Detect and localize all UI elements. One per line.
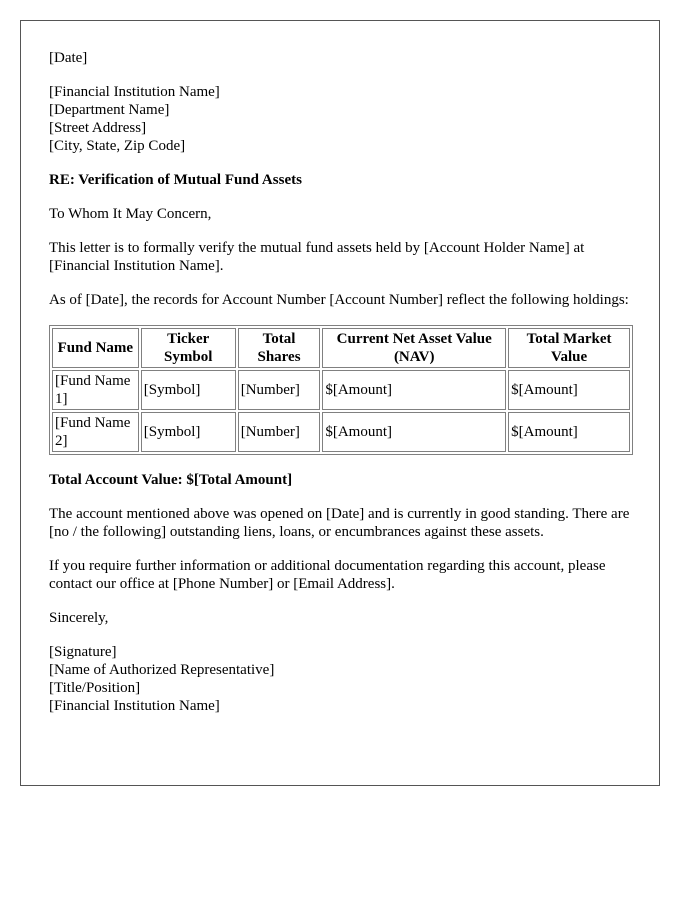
letter-subject: RE: Verification of Mutual Fund Assets [49,172,302,188]
cell-ticker-symbol: [Symbol] [141,412,236,452]
letter-date: [Date] [49,50,88,66]
recipient-street: [Street Address] [49,120,147,136]
cell-ticker-symbol: [Symbol] [141,370,236,410]
recipient-institution: [Financial Institution Name] [49,84,220,100]
standing-paragraph: The account mentioned above was opened on [Date] and is currently in good standing. There are [no / the following] outstanding liens, loans, or encumbrances against these assets. [49,506,630,540]
header-ticker-symbol: Ticker Symbol [141,328,236,368]
letter-salutation: To Whom It May Concern, [49,206,212,222]
header-total-market-value: Total Market Value [508,328,630,368]
holdings-table [49,325,633,455]
letter-page [20,20,660,786]
recipient-city-state-zip: [City, State, Zip Code] [49,138,186,154]
table-header-row [52,328,630,368]
cell-total-market-value: $[Amount] [508,370,630,410]
total-account-value: Total Account Value: $[Total Amount] [49,472,293,488]
records-paragraph: As of [Date], the records for Account Number [Account Number] reflect the following holdings: [49,292,629,308]
intro-paragraph: This letter is to formally verify the mutual fund assets held by [Account Holder Name] at [Financial Institution Name]. [49,240,585,274]
cell-total-shares: [Number] [238,370,321,410]
representative-name: [Name of Authorized Representative] [49,662,275,678]
letter-closing: Sincerely, [49,610,109,626]
cell-nav: $[Amount] [322,412,506,452]
table-row [52,412,630,452]
representative-title: [Title/Position] [49,680,141,696]
cell-total-market-value: $[Amount] [508,412,630,452]
table-row [52,370,630,410]
recipient-address [49,83,631,155]
header-nav: Current Net Asset Value (NAV) [322,328,506,368]
signature-institution: [Financial Institution Name] [49,698,220,714]
recipient-department: [Department Name] [49,102,170,118]
signature-line: [Signature] [49,644,117,660]
header-fund-name: Fund Name [52,328,139,368]
cell-fund-name: [Fund Name 1] [52,370,139,410]
header-total-shares: Total Shares [238,328,321,368]
contact-paragraph: If you require further information or additional documentation regarding this account, please contact our office at [Phone Number] or [Email Address]. [49,558,606,592]
signature-block [49,643,631,715]
cell-total-shares: [Number] [238,412,321,452]
cell-fund-name: [Fund Name 2] [52,412,139,452]
cell-nav: $[Amount] [322,370,506,410]
